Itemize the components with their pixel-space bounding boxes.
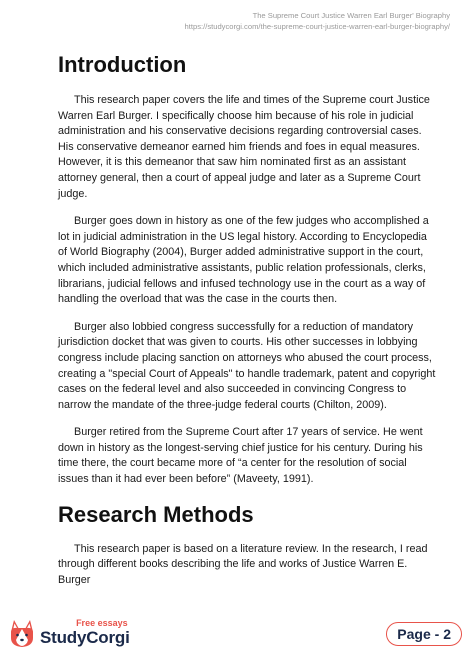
page-number-badge: Page - 2 [386,622,462,646]
intro-paragraph-1: This research paper covers the life and times of the Supreme court Justice Warren Earl Burger. I specifically choose him because of his role in judicial administration and his conservative decisions regarding controversial cases. His conservative demeanor earned him friends and foes in equal measures. However, it is this demeanor that saw him nominated first as an assistant attorney general, then a court of appeal judge and later as a Supreme Court judge. [58,94,430,200]
intro-paragraph-4: Burger retired from the Supreme Court after 17 years of service. He went down in history as the longest-serving chief justice for his century. During his time there, the court became more of “a center for the resolution of social issues than it had ever been before” (Maveety, 1991). [58,426,423,486]
source-url[interactable]: https://studycorgi.com/the-supreme-court-justice-warren-earl-burger-biography/ [184,22,450,31]
page-footer [0,610,474,654]
logo-tagline: Free essays [76,618,128,628]
document-title: The Supreme Court Justice Warren Earl Burger' Biography [252,11,450,20]
document-body [58,48,436,588]
logo-wordmark: StudyCorgi [40,628,130,647]
section-title-research-methods: Research Methods [58,501,254,527]
studycorgi-logo[interactable] [8,618,130,648]
methods-paragraph-1: This research paper is based on a literature review. In the research, I read through different books describing the life and works of Justice Warren E. Burger [58,542,428,586]
page-header [185,10,450,32]
section-title-introduction: Introduction [58,52,187,77]
corgi-dog-icon [8,618,36,648]
intro-paragraph-2: Burger goes down in history as one of the few judges who accomplished a lot in judicial administration in the US legal history. According to Encyclopedia of World Biography (2004), Burger added administrative support in the court, which included administrative assistants, public relation professionals, clerks, librarians, judicial fellows and infused technology use in the court as a way of handling the overload that was the case in the courts then. [58,215,429,306]
intro-paragraph-3: Burger also lobbied congress successfully for a reduction of mandatory jurisdiction docket that was given to courts. His other successes in lobbying congress include placing sanction on attorneys who abused the court process, creating a "special Court of Appeals" to handle trademark, patent and copyright cases on the federal level and also succeeded in convincing Congress to narrow the mandate of the three-judge federal courts (Chilton, 2009). [58,320,436,411]
